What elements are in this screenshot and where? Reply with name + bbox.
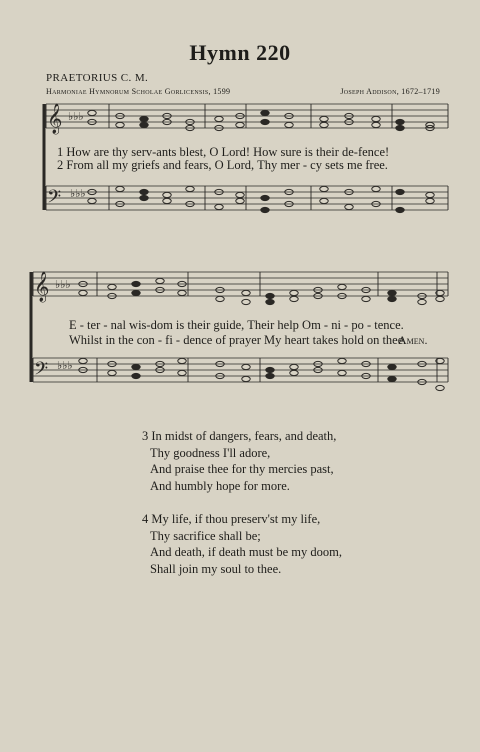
- note-head: [345, 204, 353, 209]
- note-head: [418, 299, 426, 304]
- note-head: [290, 364, 298, 369]
- note-head: [320, 116, 328, 121]
- stanza-line: 4 My life, if thou preserv'st my life,: [142, 512, 321, 526]
- note-head: [242, 299, 250, 304]
- bass-clef-icon: 𝄢: [34, 359, 49, 384]
- note-head: [338, 358, 346, 363]
- note-head: [320, 186, 328, 191]
- note-head: [261, 119, 269, 124]
- system1-verse2-lyrics: 2 From all my griefs and fears, O Lord, Thy mer - cy sets me free.: [57, 158, 388, 172]
- note-head: [116, 186, 124, 191]
- note-head: [216, 296, 224, 301]
- stanza-line: Shall join my soul to thee.: [150, 561, 282, 576]
- note-head: [132, 364, 140, 369]
- note-head: [261, 110, 269, 115]
- key-signature-flats-icon: ♭♭♭: [68, 110, 84, 123]
- note-head: [242, 290, 250, 295]
- stanza-line: And humbly hope for more.: [150, 478, 290, 493]
- note-head: [290, 290, 298, 295]
- note-head: [140, 189, 148, 194]
- note-head: [372, 186, 380, 191]
- note-head: [338, 284, 346, 289]
- note-head: [396, 125, 404, 130]
- stanza-line: 3 In midst of dangers, fears, and death,: [142, 429, 337, 443]
- tune-name: PRAETORIUS C. M.: [46, 72, 149, 84]
- note-head: [163, 192, 171, 197]
- note-head: [215, 116, 223, 121]
- note-head: [132, 290, 140, 295]
- tune-source: Harmoniae Hymnorum Scholae Gorlicensis, 1599: [46, 87, 231, 96]
- note-head: [140, 195, 148, 200]
- note-head: [79, 290, 87, 295]
- note-head: [436, 385, 444, 390]
- note-head: [362, 296, 370, 301]
- note-head: [290, 370, 298, 375]
- note-head: [132, 281, 140, 286]
- note-head: [396, 119, 404, 124]
- note-head: [132, 373, 140, 378]
- note-head: [338, 370, 346, 375]
- note-head: [79, 358, 87, 363]
- note-head: [426, 198, 434, 203]
- bass-clef-icon: 𝄢: [47, 187, 62, 212]
- key-signature-flats-icon: ♭♭♭: [55, 278, 71, 291]
- note-head: [266, 367, 274, 372]
- note-head: [320, 198, 328, 203]
- note-head: [388, 376, 396, 381]
- key-signature-flats-icon: ♭♭♭: [57, 359, 73, 372]
- note-head: [236, 192, 244, 197]
- stanza-line: Thy sacrifice shall be;: [150, 528, 261, 543]
- hymn-author: Joseph Addison, 1672–1719: [340, 87, 440, 96]
- note-head: [88, 198, 96, 203]
- note-head: [388, 364, 396, 369]
- stanza-3: [142, 428, 342, 494]
- note-head: [140, 116, 148, 121]
- hymn-title: Hymn 220: [189, 40, 291, 65]
- note-head: [236, 122, 244, 127]
- stanza-line: And death, if death must be my doom,: [150, 545, 342, 559]
- note-head: [108, 284, 116, 289]
- stanza-4: [142, 511, 342, 577]
- note-head: [108, 370, 116, 375]
- note-head: [215, 204, 223, 209]
- system1-verse1-lyrics: 1 How are thy serv-ants blest, O Lord! How sure is their de-fence!: [57, 145, 390, 159]
- note-head: [388, 296, 396, 301]
- note-head: [320, 122, 328, 127]
- note-head: [178, 290, 186, 295]
- system2-verse1-lyrics: E - ter - nal wis-dom is their guide, Their help Om - ni - po - tence.: [69, 318, 404, 332]
- note-head: [236, 198, 244, 203]
- note-head: [285, 122, 293, 127]
- note-head: [261, 207, 269, 212]
- amen-label: Amen.: [398, 333, 428, 347]
- note-head: [156, 278, 164, 283]
- note-head: [242, 376, 250, 381]
- stanza-line: And praise thee for thy mercies past,: [150, 462, 334, 476]
- additional-stanzas: [142, 428, 342, 594]
- note-head: [396, 207, 404, 212]
- note-head: [426, 192, 434, 197]
- note-head: [372, 116, 380, 121]
- note-head: [266, 299, 274, 304]
- note-head: [163, 198, 171, 203]
- note-head: [266, 293, 274, 298]
- note-head: [388, 290, 396, 295]
- note-head: [88, 110, 96, 115]
- key-signature-flats-icon: ♭♭♭: [70, 187, 86, 200]
- note-head: [372, 122, 380, 127]
- note-head: [266, 373, 274, 378]
- system2-verse2-lyrics: Whilst in the con - fi - dence of prayer My heart takes hold on thee.: [69, 333, 407, 347]
- note-head: [396, 189, 404, 194]
- note-head: [178, 370, 186, 375]
- note-head: [140, 122, 148, 127]
- note-head: [116, 122, 124, 127]
- note-head: [186, 186, 194, 191]
- note-head: [261, 195, 269, 200]
- treble-clef-icon: 𝄞: [47, 104, 63, 134]
- note-head: [436, 296, 444, 301]
- treble-clef-icon: 𝄞: [34, 272, 50, 302]
- note-head: [290, 296, 298, 301]
- note-head: [242, 364, 250, 369]
- note-head: [178, 358, 186, 363]
- stanza-line: Thy goodness I'll adore,: [150, 445, 271, 460]
